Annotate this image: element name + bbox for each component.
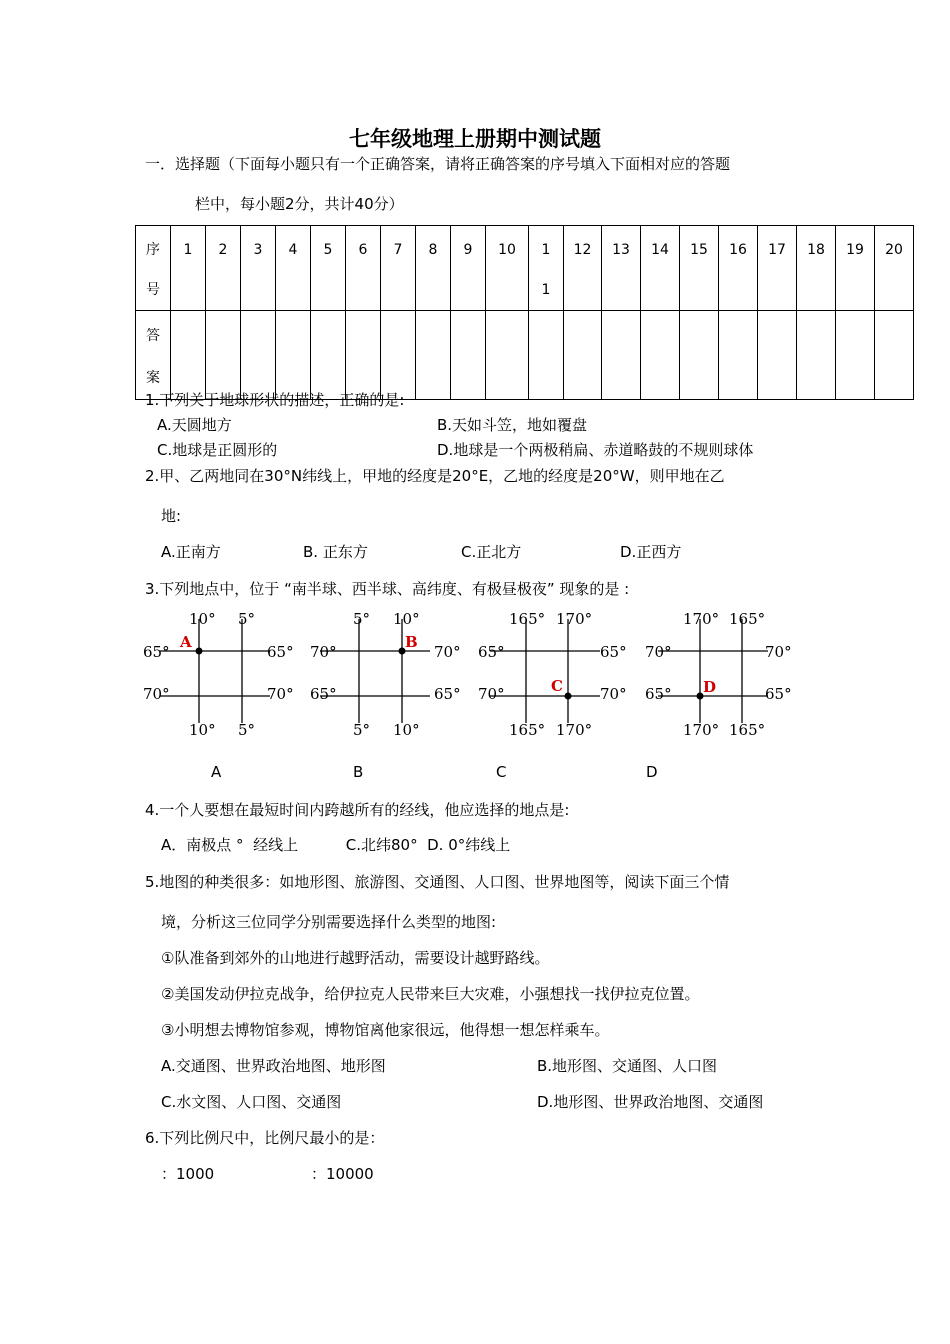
question-number-cell: 15 <box>680 226 719 311</box>
q3-grid-diagrams <box>140 605 820 785</box>
diagD-left-bottom: 65° <box>645 685 672 703</box>
answer-cell[interactable] <box>564 311 602 400</box>
diagA-point-label: A <box>180 633 192 651</box>
question-number-cell: 17 <box>758 226 797 311</box>
diagC-bottom-left: 165° <box>509 721 546 739</box>
q1-option-a: A.天圆地方 <box>157 416 232 434</box>
q4-stem: 4.一个人要想在最短时间内跨越所有的经线，他应选择的地点是: <box>145 801 570 819</box>
diagA-left-top: 65° <box>143 643 170 661</box>
q5-stem-line2: 境，分析这三位同学分别需要选择什么类型的地图: <box>161 913 497 931</box>
diagD-right-bottom: 65° <box>765 685 792 703</box>
question-number-cell: 6 <box>346 226 381 311</box>
diagC-right-bottom: 70° <box>600 685 627 703</box>
q5-scenario-1: ①队准备到郊外的山地进行越野活动，需要设计越野路线。 <box>161 949 550 967</box>
diagB-top-right: 10° <box>393 610 420 628</box>
answer-cell[interactable] <box>529 311 564 400</box>
row-label-number: 序 号 <box>136 226 171 311</box>
q1-option-b: B.天如斗笠，地如覆盘 <box>437 416 588 434</box>
question-number-cell: 20 <box>875 226 914 311</box>
q5-stem-line1: 5.地图的种类很多：如地形图、旅游图、交通图、人口图、世界地图等，阅读下面三个情 <box>145 873 730 891</box>
diagC-right-top: 65° <box>600 643 627 661</box>
answer-cell[interactable] <box>346 311 381 400</box>
diagB-right-top: 70° <box>434 643 461 661</box>
question-number-cell: 14 <box>641 226 680 311</box>
answer-cell[interactable] <box>486 311 529 400</box>
answer-cell[interactable] <box>451 311 486 400</box>
q2-option-b: B. 正东方 <box>303 543 368 561</box>
q1-option-d: D.地球是一个两极稍扁、赤道略鼓的不规则球体 <box>437 441 754 459</box>
diagC-top-left: 165° <box>509 610 546 628</box>
q1-stem: 1.下列关于地球形状的描述，正确的是: <box>145 391 405 409</box>
q4-options: A．南极点 ° 经线上 C.北纬80° D. 0°纬线上 <box>161 836 511 854</box>
question-number-cell: 16 <box>719 226 758 311</box>
diagD-top-right: 165° <box>729 610 766 628</box>
answer-cell[interactable] <box>602 311 641 400</box>
answer-cell[interactable] <box>719 311 758 400</box>
answer-cell[interactable] <box>311 311 346 400</box>
question-number-cell: 18 <box>797 226 836 311</box>
question-number-cell: 9 <box>451 226 486 311</box>
diagC-top-right: 170° <box>556 610 593 628</box>
section-instructions-line1: 一．选择题（下面每小题只有一个正确答案，请将正确答案的序号填入下面相对应的答题 <box>145 155 731 173</box>
diagC-bottom-right: 170° <box>556 721 593 739</box>
q2-stem-line2: 地: <box>161 507 182 525</box>
q5-option-d: D.地形图、世界政治地图、交通图 <box>537 1093 764 1111</box>
answer-table-answer-row <box>136 311 914 400</box>
answer-table <box>135 225 914 400</box>
question-number-cell: 4 <box>276 226 311 311</box>
diagC-left-bottom: 70° <box>478 685 505 703</box>
answer-cell[interactable] <box>836 311 875 400</box>
diagB-top-left: 5° <box>353 610 371 628</box>
q6-option-2: ：10000 <box>311 1165 374 1183</box>
diagA-left-bottom: 70° <box>143 685 170 703</box>
q2-option-d: D.正西方 <box>620 543 682 561</box>
answer-cell[interactable] <box>416 311 451 400</box>
diagD-bottom-left: 170° <box>683 721 720 739</box>
answer-cell[interactable] <box>171 311 206 400</box>
answer-cell[interactable] <box>241 311 276 400</box>
question-number-cell: 1 <box>171 226 206 311</box>
diagB-left-top: 70° <box>310 643 337 661</box>
question-number-cell: 19 <box>836 226 875 311</box>
q5-option-c: C.水文图、人口图、交通图 <box>161 1093 342 1111</box>
q3-stem: 3.下列地点中，位于 “南半球、西半球、高纬度、有极昼极夜” 现象的是 : <box>145 580 630 598</box>
q6-stem: 6.下列比例尺中，比例尺最小的是： <box>145 1129 385 1147</box>
q6-option-1: ：1000 <box>161 1165 215 1183</box>
q3-option-c: C <box>496 763 507 781</box>
q1-option-c: C.地球是正圆形的 <box>157 441 278 459</box>
page-title: 七年级地理上册期中测试题 <box>349 126 601 151</box>
q5-option-b: B.地形图、交通图、人口图 <box>537 1057 718 1075</box>
question-number-cell: 5 <box>311 226 346 311</box>
answer-cell[interactable] <box>797 311 836 400</box>
q5-scenario-3: ③小明想去博物馆参观，博物馆离他家很远，他得想一想怎样乘车。 <box>161 1021 610 1039</box>
diagB-point-label: B <box>405 633 418 651</box>
q2-stem-line1: 2.甲、乙两地同在30°N纬线上，甲地的经度是20°E，乙地的经度是20°W，则甲地在乙 <box>145 467 725 485</box>
diagB-right-bottom: 65° <box>434 685 461 703</box>
diagD-point-label: D <box>703 678 717 696</box>
row-label-answer: 答 案 <box>136 311 171 400</box>
question-number-cell: 3 <box>241 226 276 311</box>
q2-option-c: C.正北方 <box>461 543 522 561</box>
diagD-bottom-right: 165° <box>729 721 766 739</box>
diagA-right-top: 65° <box>267 643 294 661</box>
q3-option-d: D <box>646 763 658 781</box>
diagB-bottom-right: 10° <box>393 721 420 739</box>
q2-option-a: A.正南方 <box>161 543 221 561</box>
diagA-top-left: 10° <box>189 610 216 628</box>
diagA-top-right: 5° <box>238 610 256 628</box>
question-number-cell: 12 <box>564 226 602 311</box>
question-number-cell: 2 <box>206 226 241 311</box>
question-number-cell: 1 1 <box>529 226 564 311</box>
diagB-left-bottom: 65° <box>310 685 337 703</box>
diagD-top-left: 170° <box>683 610 720 628</box>
question-number-cell: 8 <box>416 226 451 311</box>
diagC-point-label: C <box>551 677 563 695</box>
answer-cell[interactable] <box>206 311 241 400</box>
q3-option-a: A <box>211 763 222 781</box>
answer-cell[interactable] <box>641 311 680 400</box>
q3-option-b: B <box>353 763 364 781</box>
answer-cell[interactable] <box>680 311 719 400</box>
question-number-cell: 7 <box>381 226 416 311</box>
diagD-left-top: 70° <box>645 643 672 661</box>
diagA-right-bottom: 70° <box>267 685 294 703</box>
answer-cell[interactable] <box>381 311 416 400</box>
question-number-cell: 13 <box>602 226 641 311</box>
section-instructions-line2: 栏中，每小题2分，共计40分） <box>195 195 404 213</box>
diagC-left-top: 65° <box>478 643 505 661</box>
diagA-bottom-left: 10° <box>189 721 216 739</box>
answer-cell[interactable] <box>758 311 797 400</box>
answer-table-number-row <box>136 226 914 311</box>
diagD-right-top: 70° <box>765 643 792 661</box>
diagA-bottom-right: 5° <box>238 721 256 739</box>
question-number-cell: 10 <box>486 226 529 311</box>
q5-scenario-2: ②美国发动伊拉克战争，给伊拉克人民带来巨大灾难，小强想找一找伊拉克位置。 <box>161 985 700 1003</box>
q5-option-a: A.交通图、世界政治地图、地形图 <box>161 1057 386 1075</box>
answer-cell[interactable] <box>875 311 914 400</box>
answer-cell[interactable] <box>276 311 311 400</box>
diagB-bottom-left: 5° <box>353 721 371 739</box>
